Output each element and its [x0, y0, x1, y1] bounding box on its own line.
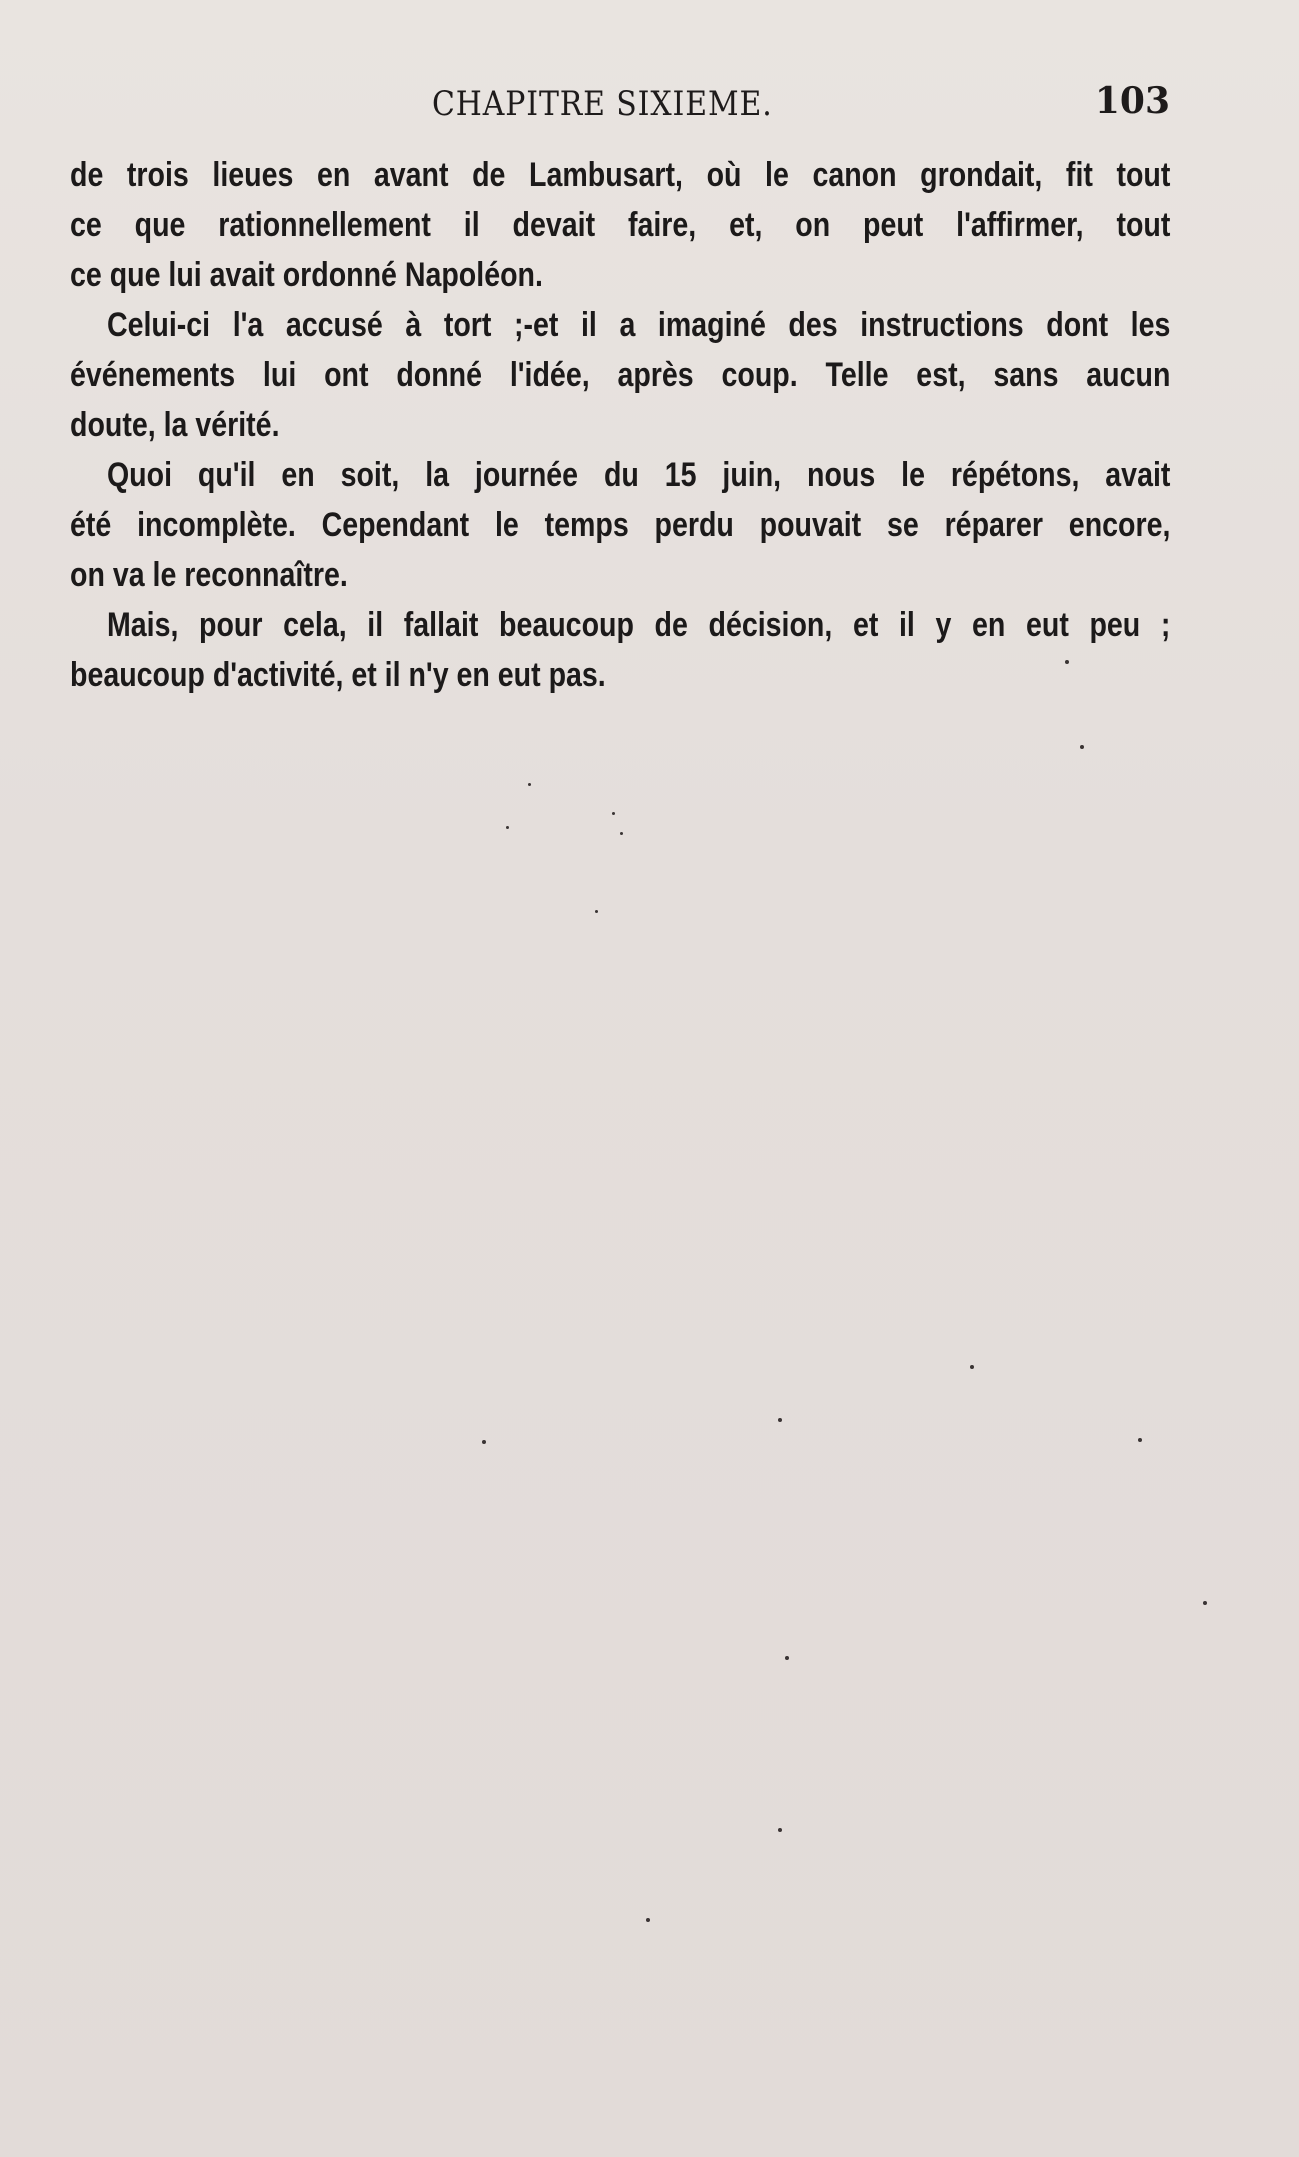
paper-speck [528, 783, 531, 786]
text-line: on va le reconnaître. [70, 556, 348, 594]
paper-speck [612, 812, 615, 815]
paper-speck [1080, 745, 1084, 749]
paragraph-2 [70, 300, 1170, 450]
paper-speck [620, 832, 623, 835]
text-line: Celui-ci l'a accusé à tort ;-et il a imaginé des instructions dont les [106, 306, 1171, 344]
paper-speck [482, 1440, 486, 1444]
paper-speck [1065, 660, 1069, 664]
page-number: 103 [1094, 80, 1170, 122]
text-line: été incomplète. Cependant le temps perdu pouvait se réparer encore, [70, 506, 1171, 544]
paper-speck [1203, 1601, 1207, 1605]
paper-speck [506, 826, 509, 829]
running-head [70, 80, 1170, 130]
text-line: Quoi qu'il en soit, la journée du 15 juin, nous le répétons, avait [106, 456, 1171, 494]
paragraph-1 [70, 150, 1170, 300]
paper-speck [970, 1365, 974, 1369]
body-text [70, 150, 1170, 700]
text-line: ce que rationnellement il devait faire, et, on peut l'affirmer, tout [70, 206, 1171, 244]
paper-speck [778, 1828, 782, 1832]
paper-speck [785, 1656, 789, 1660]
text-line: événements lui ont donné l'idée, après coup. Telle est, sans aucun [70, 356, 1171, 394]
text-line: de trois lieues en avant de Lambusart, où le canon grondait, fit tout [70, 156, 1171, 194]
text-line: Mais, pour cela, il fallait beaucoup de décision, et il y en eut peu ; [106, 606, 1171, 644]
paragraph-3 [70, 450, 1170, 600]
text-line: doute, la vérité. [70, 406, 280, 444]
paper-speck [646, 1918, 650, 1922]
paper-speck [595, 910, 598, 913]
paragraph-4 [70, 600, 1170, 700]
text-line: beaucoup d'activité, et il n'y en eut pas. [70, 656, 606, 694]
text-line: ce que lui avait ordonné Napoléon. [70, 256, 543, 294]
paper-speck [1138, 1438, 1142, 1442]
paper-speck [778, 1418, 782, 1422]
chapter-title: CHAPITRE SIXIEME. [432, 84, 773, 124]
